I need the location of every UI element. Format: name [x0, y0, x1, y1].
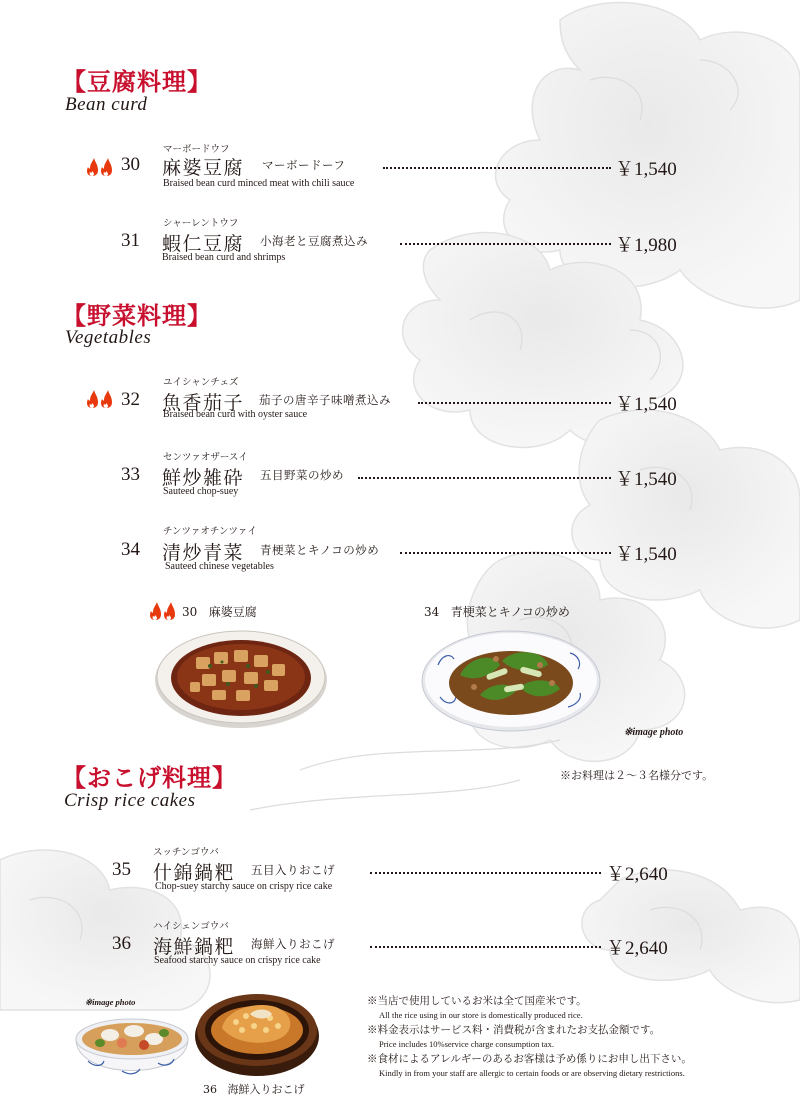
menu-item-35 [0, 843, 800, 923]
item-description-jp: 青梗菜とキノコの炒め [260, 543, 380, 557]
item-description-jp: 五目野菜の炒め [260, 468, 344, 482]
item-reading: マーボードウフ [163, 144, 230, 155]
menu-item-36 [0, 917, 800, 997]
item-number: 30 [121, 154, 140, 175]
item-reading: センツァオザースイ [163, 452, 248, 463]
item-reading: スッチンゴウバ [153, 847, 219, 858]
note-en: Kindly in from your staff are allergic to certain foods or are observing dietary restrictions. [379, 1068, 685, 1078]
item-price: ￥1,540 [615, 469, 677, 490]
greens-photo [420, 625, 602, 733]
section-subtitle-okoge: Crisp rice cakes [64, 790, 196, 811]
menu-item-30 [0, 140, 800, 220]
leader-dots [370, 872, 601, 874]
photo-label: 海鮮入りおこげ [227, 1083, 305, 1096]
photo-number: 30 [182, 605, 198, 619]
note-jp: ※料金表示はサービス料・消費税が含まれたお支払金額です。 [367, 1024, 661, 1036]
menu-item-34 [0, 522, 800, 602]
leader-dots [418, 402, 611, 404]
photo-label: 青梗菜とキノコの炒め [450, 605, 570, 619]
note-en: All the rice using in our store is domestically produced rice. [379, 1010, 583, 1020]
item-reading: ハイシェンゴウバ [153, 921, 229, 932]
item-price: ￥1,980 [615, 235, 677, 256]
item-description-jp: 五目入りおこげ [251, 863, 335, 877]
item-reading: ユイシャンチェズ [163, 377, 239, 388]
item-description-jp: 小海老と豆腐煮込み [260, 234, 368, 248]
note-jp: ※当店で使用しているお米は全て国産米です。 [367, 995, 587, 1007]
item-name: 魚香茄子 [162, 392, 245, 414]
item-description-en: Braised bean curd with oyster sauce [163, 409, 308, 420]
image-photo-note: ※image photo [624, 727, 684, 738]
photo-number: 34 [424, 605, 440, 619]
item-description-en: Sauteed chinese vegetables [165, 561, 274, 572]
spicy-flame-icon [85, 389, 115, 409]
item-name: 鮮炒雑砕 [162, 467, 245, 489]
photo-caption-greens [424, 603, 570, 620]
section-title-okoge: 【おこげ料理】 [62, 763, 237, 792]
image-photo-note-small: ※image photo [85, 997, 136, 1007]
item-description-jp: 海鮮入りおこげ [251, 937, 335, 951]
serving-note: ※お料理は２～３名様分です。 [560, 769, 714, 782]
note-en: Price includes 10%service charge consumption tax. [379, 1039, 554, 1049]
item-name: 什錦鍋粑 [153, 862, 236, 884]
leader-dots [400, 552, 611, 554]
item-number: 36 [112, 933, 131, 954]
menu-item-33 [0, 448, 800, 528]
leader-dots [358, 477, 611, 479]
note-jp: ※食材によるアレルギーのあるお客様は予め係りにお申し出下さい。 [367, 1053, 692, 1065]
menu-item-31 [0, 214, 800, 294]
photo-label: 麻婆豆腐 [208, 605, 257, 619]
item-price: ￥2,640 [606, 938, 668, 959]
item-description-en: Chop-suey starchy sauce on crispy rice cake [155, 881, 333, 892]
item-name: 海鮮鍋粑 [153, 936, 236, 958]
item-price: ￥2,640 [606, 864, 668, 885]
item-name: 蝦仁豆腐 [162, 233, 245, 255]
item-description-jp: マーボードーフ [262, 158, 346, 172]
item-description-en: Sauteed chop-suey [163, 486, 239, 497]
item-price: ￥1,540 [615, 159, 677, 180]
item-description-en: Braised bean curd minced meat with chili sauce [163, 178, 355, 189]
item-number: 35 [112, 859, 131, 880]
item-number: 34 [121, 539, 140, 560]
section-subtitle-tofu: Bean curd [65, 94, 148, 115]
item-number: 33 [121, 464, 140, 485]
section-subtitle-veg: Vegetables [65, 327, 152, 348]
item-number: 31 [121, 230, 140, 251]
notes-block [367, 993, 787, 1078]
leader-dots [370, 946, 601, 948]
item-reading: シャーレントウフ [163, 218, 239, 229]
spicy-flame-icon [85, 157, 115, 177]
item-name: 清炒青菜 [162, 542, 245, 564]
soup-bowl-photo [70, 1005, 194, 1097]
section-title-tofu: 【豆腐料理】 [62, 67, 212, 96]
item-name: 麻婆豆腐 [162, 157, 245, 179]
item-number: 32 [121, 389, 140, 410]
mapo-tofu-photo [152, 622, 330, 730]
photo-caption-mapo [182, 603, 257, 620]
item-description-en: Braised bean curd and shrimps [162, 252, 286, 263]
leader-dots [400, 243, 611, 245]
item-description-jp: 茄子の唐辛子味噌煮込み [259, 393, 391, 407]
clay-pot-okoge-photo [192, 984, 322, 1080]
menu-item-32 [0, 373, 800, 453]
item-reading: チンツァオチンツァイ [163, 526, 257, 537]
item-price: ￥1,540 [615, 394, 677, 415]
leader-dots [383, 167, 611, 169]
photo-caption-okoge [203, 1081, 305, 1097]
section-title-veg: 【野菜料理】 [62, 301, 212, 330]
photo-number: 36 [203, 1083, 217, 1096]
spicy-flame-icon [148, 601, 178, 621]
item-price: ￥1,540 [615, 544, 677, 565]
item-description-en: Seafood starchy sauce on crispy rice cake [154, 955, 321, 966]
